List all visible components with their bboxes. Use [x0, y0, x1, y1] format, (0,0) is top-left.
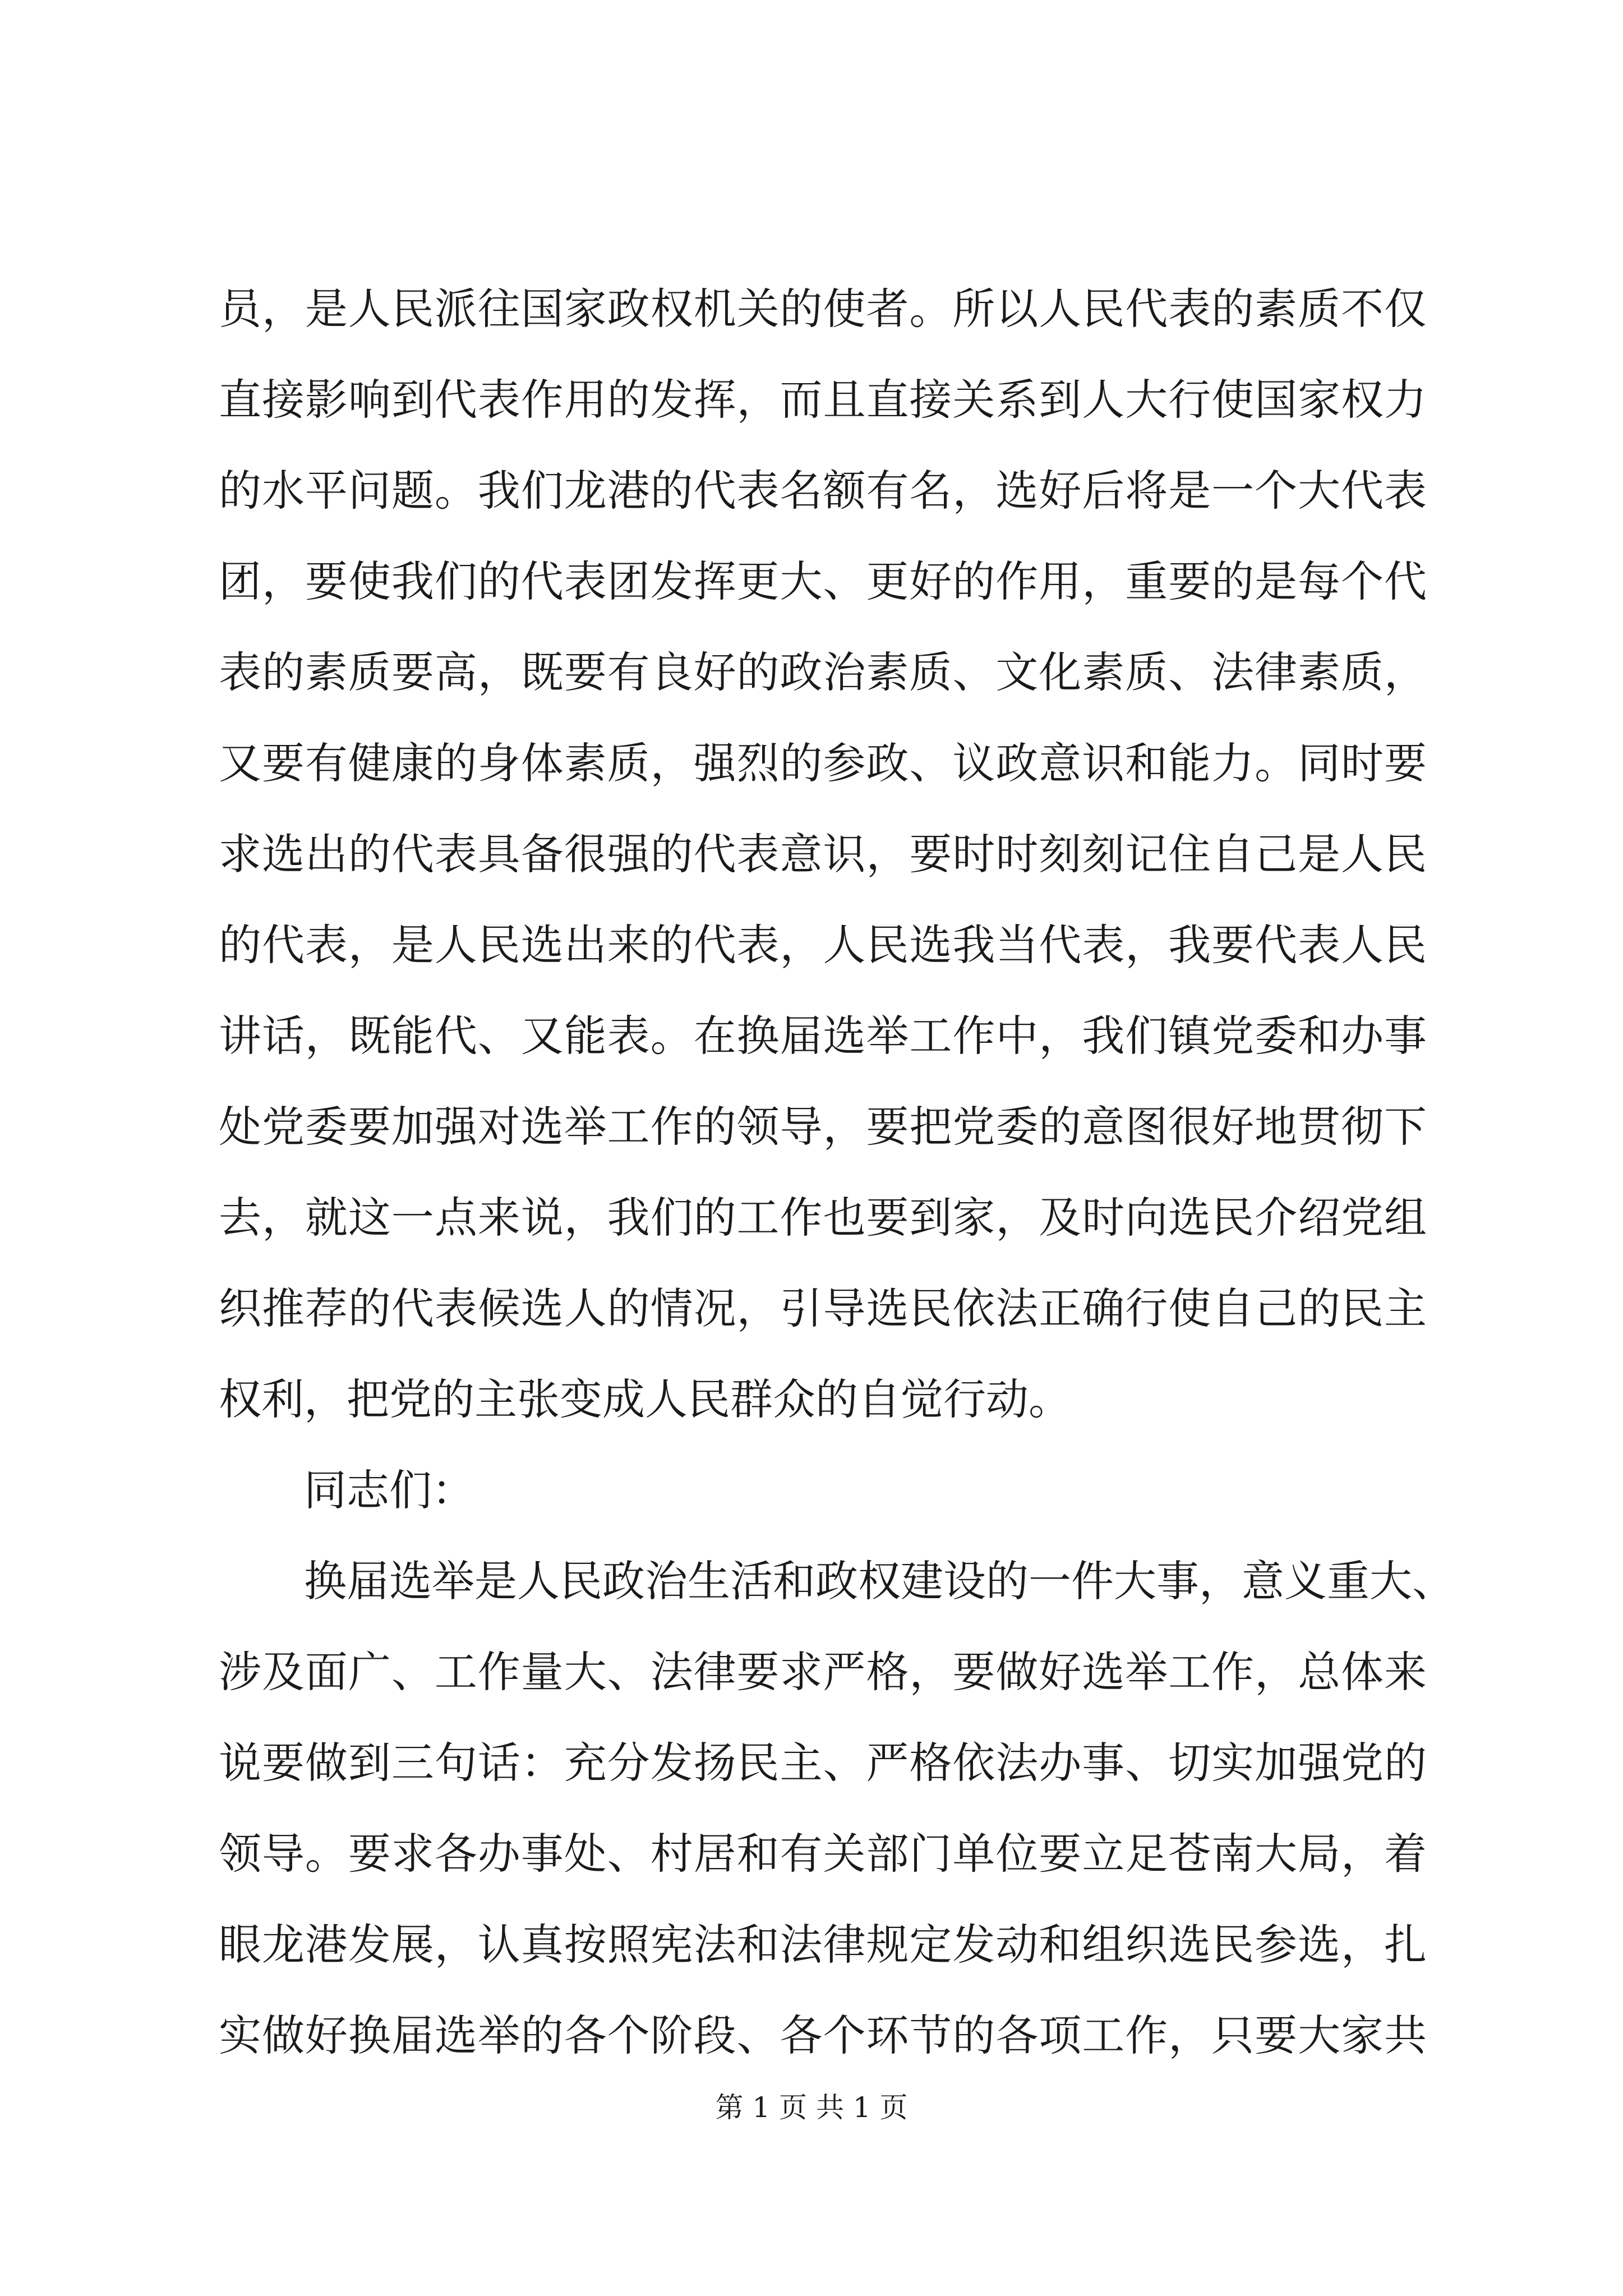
text-line: 表的素质要高，既要有良好的政治素质、文化素质、法律素质，: [219, 647, 1427, 697]
text-line: 说要做到三句话：充分发扬民主、严格依法办事、切实加强党的: [219, 1738, 1427, 1788]
paragraph-start-line: 换届选举是人民政治生活和政权建设的一件大事，意义重大、: [304, 1556, 1455, 1606]
text-line: 去，就这一点来说，我们的工作也要到家，及时向选民介绍党组: [219, 1193, 1427, 1243]
text-line: 员，是人民派往国家政权机关的使者。所以人民代表的素质不仅: [219, 284, 1427, 334]
text-line: 的代表，是人民选出来的代表，人民选我当代表，我要代表人民: [219, 920, 1427, 970]
salutation: 同志们：: [304, 1465, 474, 1515]
text-line: 讲话，既能代、又能表。在换届选举工作中，我们镇党委和办事: [219, 1011, 1427, 1061]
text-line: 眼龙港发展，认真按照宪法和法律规定发动和组织选民参选，扎: [219, 1920, 1427, 1970]
text-line: 实做好换届选举的各个阶段、各个环节的各项工作，只要大家共: [219, 2010, 1427, 2060]
text-line: 织推荐的代表候选人的情况，引导选民依法正确行使自己的民主: [219, 1283, 1427, 1333]
text-line: 涉及面广、工作量大、法律要求严格，要做好选举工作，总体来: [219, 1647, 1427, 1697]
text-line: 直接影响到代表作用的发挥，而且直接关系到人大行使国家权力: [219, 375, 1427, 425]
body-text: [219, 264, 1455, 2081]
text-line: 的水平问题。我们龙港的代表名额有名，选好后将是一个大代表: [219, 466, 1427, 516]
page-footer: [0, 2088, 1623, 2127]
text-line: 求选出的代表具备很强的代表意识，要时时刻刻记住自己是人民: [219, 829, 1427, 879]
paragraph-end-line: 权利，把党的主张变成人民群众的自觉行动。: [219, 1374, 1071, 1424]
text-line: 处党委要加强对选举工作的领导，要把党委的意图很好地贯彻下: [219, 1102, 1427, 1152]
text-line: 团，要使我们的代表团发挥更大、更好的作用，重要的是每个代: [219, 556, 1427, 606]
text-line: 又要有健康的身体素质，强烈的参政、议政意识和能力。同时要: [219, 738, 1427, 788]
text-line: 领导。要求各办事处、村居和有关部门单位要立足苍南大局，着: [219, 1829, 1427, 1879]
page-number: 第 1 页 共 1 页: [715, 2091, 908, 2124]
